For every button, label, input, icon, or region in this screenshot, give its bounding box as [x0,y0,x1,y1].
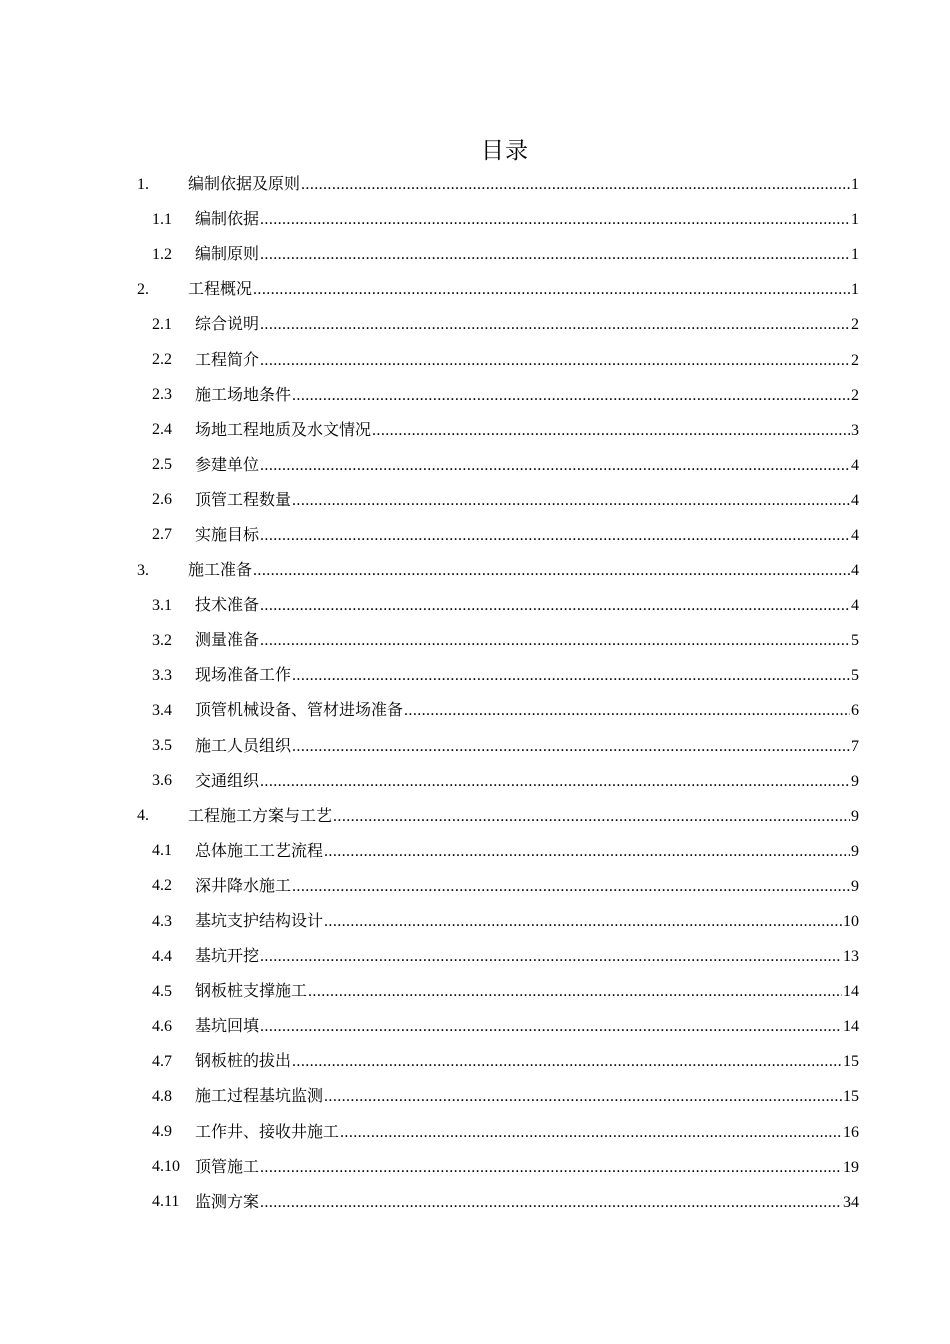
dot-leader [260,526,850,546]
dot-leader [292,1052,842,1072]
toc-entry[interactable] [0,588,950,623]
toc-entry-number: 3.2 [152,631,172,649]
toc-entry-title: 现场准备工作 [195,665,292,685]
toc-entry-page-number: 1 [851,176,859,194]
toc-entry-row [195,525,859,546]
toc-entry[interactable] [0,1044,950,1079]
toc-entry-title: 工作井、接收井施工 [195,1121,340,1141]
toc-entry-row [195,911,859,932]
toc-entry[interactable] [0,202,950,237]
toc-entry[interactable] [0,272,950,307]
toc-entry-row [195,700,859,721]
toc-entry-page-number: 2 [851,316,859,334]
toc-entry-title: 顶管工程数量 [195,489,292,509]
dot-leader [260,596,850,616]
toc-entry-title: 工程施工方案与工艺 [188,805,333,825]
toc-entry-page-number: 4 [851,526,859,544]
toc-entry-row [195,1122,859,1143]
toc-entry-page-number: 10 [843,913,859,931]
toc-entry-title: 综合说明 [195,314,260,334]
toc-entry-number: 2.1 [152,315,172,333]
dot-leader [301,175,850,195]
toc-entry-title: 施工场地条件 [195,384,292,404]
toc-entry-title: 钢板桩支撑施工 [195,981,308,1001]
toc-entry-row [195,736,859,757]
toc-entry[interactable] [0,307,950,342]
toc-entry[interactable] [0,413,950,448]
toc-entry-title: 施工准备 [188,560,253,580]
dot-leader [340,1123,842,1143]
toc-entry-row [195,946,859,967]
toc-entry-page-number: 5 [851,632,859,650]
toc-entry[interactable] [0,834,950,869]
toc-entry[interactable] [0,974,950,1009]
toc-entry[interactable] [0,658,950,693]
toc-entry-title: 编制依据及原则 [188,174,301,194]
toc-entry-page-number: 15 [843,1053,859,1071]
toc-entry[interactable] [0,1009,950,1044]
toc-entry[interactable] [0,342,950,377]
toc-entry[interactable] [0,939,950,974]
toc-entry-number: 3. [137,561,149,579]
toc-entry-page-number: 19 [843,1158,859,1176]
toc-entry-row [195,1016,859,1037]
toc-entry-number: 3.3 [152,666,172,684]
dot-leader [260,351,850,371]
toc-entry-number: 2.7 [152,526,172,544]
toc-entry[interactable] [0,764,950,799]
toc-entry-number: 4.5 [152,982,172,1000]
toc-entry-row [188,806,859,827]
toc-entry-page-number: 4 [851,562,859,580]
toc-entry-title: 监测方案 [195,1191,260,1211]
toc-entry-title: 实施目标 [195,524,260,544]
dot-leader [253,561,850,581]
toc-entry-row [188,560,859,581]
toc-entry-page-number: 34 [843,1193,859,1211]
toc-entry-row [195,244,859,265]
toc-entry-number: 2.5 [152,456,172,474]
dot-leader [292,386,850,406]
toc-entry-row [195,1157,859,1178]
dot-leader [292,666,850,686]
dot-leader [308,982,842,1002]
toc-entry-row [195,490,859,511]
toc-entry-number: 4.10 [152,1158,180,1176]
toc-entry-number: 3.1 [152,596,172,614]
toc-entry-page-number: 9 [851,807,859,825]
dot-leader [404,701,850,721]
toc-title: 目录 [481,138,529,164]
toc-entry-row [188,174,859,195]
toc-entry[interactable] [0,799,950,834]
toc-entry-page-number: 9 [851,842,859,860]
toc-entry-page-number: 3 [851,421,859,439]
toc-entry-number: 4. [137,807,149,825]
toc-entry-title: 总体施工工艺流程 [195,840,324,860]
toc-entry-page-number: 5 [851,667,859,685]
toc-entry-number: 2.6 [152,491,172,509]
toc-entry-number: 1.1 [152,210,172,228]
toc-entry-title: 编制依据 [195,209,260,229]
toc-entry[interactable] [0,869,950,904]
toc-entry-row [195,350,859,371]
toc-entry-row [195,455,859,476]
toc-entry-page-number: 16 [843,1123,859,1141]
toc-entry-title: 编制原则 [195,244,260,264]
toc-entry-page-number: 2 [851,351,859,369]
toc-entry-title: 基坑开挖 [195,946,260,966]
dot-leader [372,421,850,441]
toc-entry[interactable] [0,693,950,728]
toc-entry-row [195,841,859,862]
toc-entry-row [195,630,859,651]
toc-entry[interactable] [0,623,950,658]
toc-entry-number: 1. [137,175,149,193]
toc-entry-number: 4.7 [152,1052,172,1070]
dot-leader [324,842,850,862]
toc-entry-row [195,420,859,441]
dot-leader [260,245,850,265]
toc-entry-number: 4.11 [152,1193,180,1211]
toc-entry-row [195,209,859,230]
toc-entry-number: 1.2 [152,245,172,263]
toc-entry-number: 3.6 [152,772,172,790]
toc-entry-row [195,385,859,406]
dot-leader [324,1087,842,1107]
toc-entry-title: 钢板桩的拔出 [195,1051,292,1071]
toc-entry-title: 顶管机械设备、管材进场准备 [195,700,404,720]
toc-entry-row [188,279,859,300]
toc-entry-title: 基坑支护结构设计 [195,911,324,931]
toc-entry-title: 参建单位 [195,454,260,474]
toc-entry[interactable] [0,553,950,588]
toc-entry-title: 施工过程基坑监测 [195,1086,324,1106]
toc-entry-number: 2.4 [152,421,172,439]
toc-entry-title: 基坑回填 [195,1016,260,1036]
toc-entry-row [195,1192,859,1213]
toc-entry-number: 4.6 [152,1017,172,1035]
toc-entry-title: 工程简介 [195,349,260,369]
toc-entry[interactable] [0,1079,950,1114]
toc-entry[interactable] [0,904,950,939]
dot-leader [253,280,850,300]
toc-entry[interactable] [0,483,950,518]
toc-entry-title: 测量准备 [195,630,260,650]
toc-entry-title: 顶管施工 [195,1156,260,1176]
dot-leader [292,877,850,897]
toc-entry-number: 2.3 [152,386,172,404]
toc-entry-number: 4.1 [152,842,172,860]
toc-entry-title: 场地工程地质及水文情况 [195,419,372,439]
toc-entry-row [195,981,859,1002]
toc-entry-number: 4.8 [152,1087,172,1105]
toc-entry-row [195,314,859,335]
toc-entry-page-number: 4 [851,597,859,615]
toc-entry-page-number: 1 [851,211,859,229]
toc-entry-title: 施工人员组织 [195,735,292,755]
toc-entry-title: 工程概况 [188,279,253,299]
toc-entry-row [195,771,859,792]
toc-entry-page-number: 4 [851,491,859,509]
dot-leader [260,315,850,335]
toc-entry-row [195,595,859,616]
toc-entry[interactable] [0,1150,950,1185]
toc-entry[interactable] [0,448,950,483]
toc-entry-page-number: 4 [851,456,859,474]
toc-entry-page-number: 13 [843,948,859,966]
toc-entry-page-number: 2 [851,386,859,404]
toc-entry-page-number: 1 [851,246,859,264]
dot-leader [292,737,850,757]
dot-leader [292,491,850,511]
toc-entry-number: 4.9 [152,1123,172,1141]
toc-entry-page-number: 1 [851,281,859,299]
dot-leader [260,772,850,792]
toc-entry-number: 4.3 [152,912,172,930]
dot-leader [260,631,850,651]
toc-entry-page-number: 9 [851,772,859,790]
toc-entry-number: 3.5 [152,737,172,755]
toc-entry-title: 深井降水施工 [195,875,292,895]
dot-leader [260,947,842,967]
dot-leader [260,210,850,230]
dot-leader [324,912,842,932]
toc-entry-row [195,1086,859,1107]
toc-entry-number: 4.2 [152,877,172,895]
toc-entry-title: 交通组织 [195,770,260,790]
toc-entry-page-number: 14 [843,983,859,1001]
toc-entry-row [195,1051,859,1072]
dot-leader [260,456,850,476]
dot-leader [333,807,850,827]
toc-entry-number: 2. [137,280,149,298]
toc-entry-title: 技术准备 [195,595,260,615]
toc-entry[interactable] [0,237,950,272]
toc-entry-page-number: 7 [851,737,859,755]
toc-entry-page-number: 15 [843,1088,859,1106]
toc-entry-number: 2.2 [152,351,172,369]
toc-entry[interactable] [0,1115,950,1150]
toc-entry-number: 4.4 [152,947,172,965]
toc-entry-number: 3.4 [152,701,172,719]
toc-entry-row [195,876,859,897]
toc-entry-page-number: 14 [843,1018,859,1036]
toc-entry[interactable] [0,378,950,413]
dot-leader [260,1017,842,1037]
toc-entry-row [195,665,859,686]
toc-entry[interactable] [0,167,950,202]
dot-leader [260,1158,842,1178]
toc-list [0,167,950,1220]
toc-entry-page-number: 9 [851,877,859,895]
toc-entry[interactable] [0,729,950,764]
toc-entry-page-number: 6 [851,702,859,720]
toc-entry[interactable] [0,518,950,553]
dot-leader [260,1193,842,1213]
toc-entry[interactable] [0,1185,950,1220]
